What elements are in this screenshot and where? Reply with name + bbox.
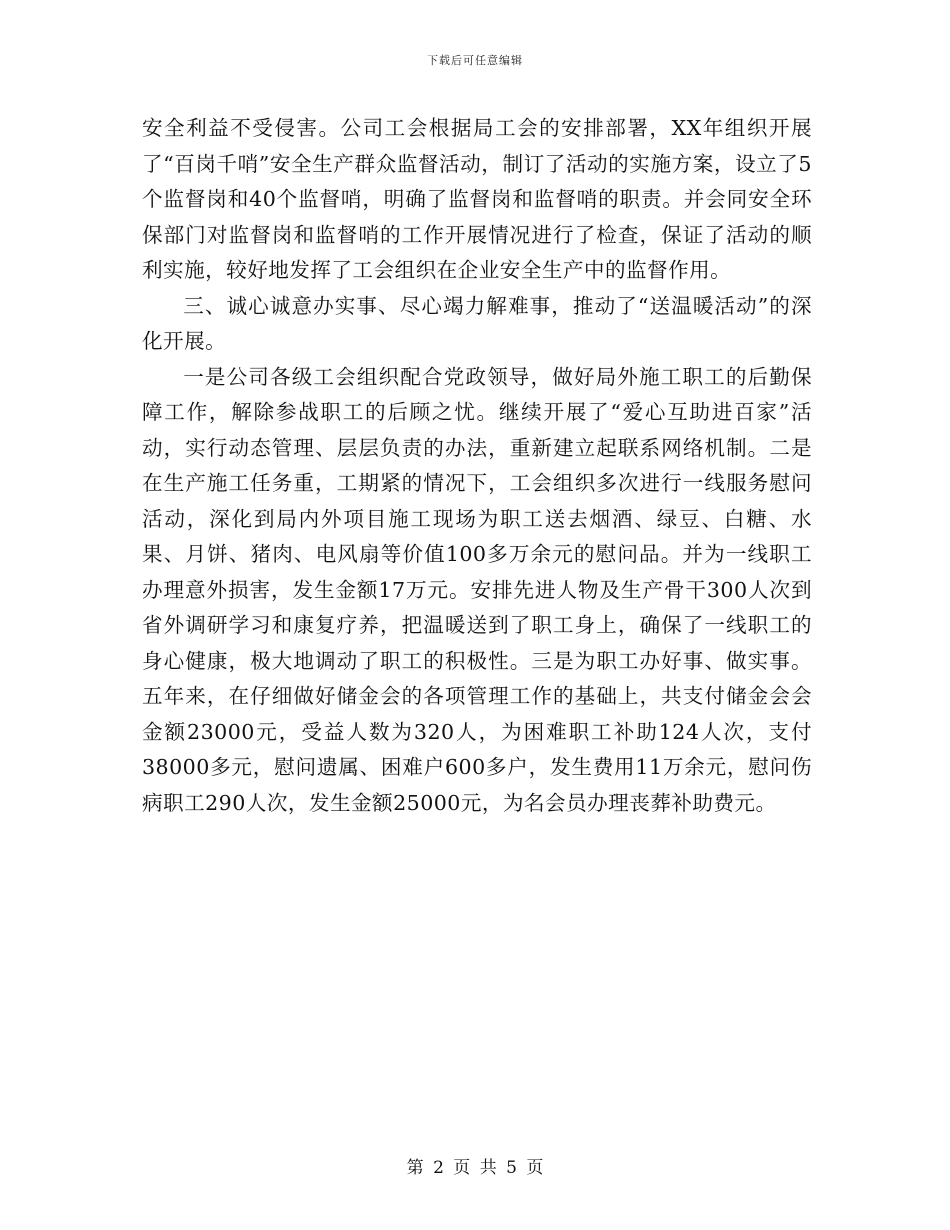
page-header: 下载后可任意编辑	[427, 54, 523, 67]
paragraph-1: 安全利益不受侵害。公司工会根据局工会的安排部署，XX年组织开展了“百岗千哨”安全生产群众监督活动，制订了活动的实施方案，设立了5个监督岗和40个监督哨，明确了监督岗和监督哨的职责。并会同安全环保部门对监督岗和监督哨的工作开展情况进行了检查，保证了活动的顺利实施，较好地发挥了工会组织在企业安全生产中的监督作用。	[142, 116, 812, 282]
document-body	[142, 111, 812, 821]
paragraph-2-section-heading: 三、诚心诚意办实事、尽心竭力解难事，推动了“送温暖活动”的深化开展。	[142, 293, 812, 353]
paragraph-3: 一是公司各级工会组织配合党政领导，做好局外施工职工的后勤保障工作，解除参战职工的后顾之忧。继续开展了“爱心互助进百家”活动，实行动态管理、层层负责的办法，重新建立起联系网络机制。二是在生产施工任务重，工期紧的情况下，工会组织多次进行一线服务慰问活动，深化到局内外项目施工现场为职工送去烟酒、绿豆、白糖、水果、月饼、猪肉、电风扇等价值100多万余元的慰问品。并为一线职工办理意外损害，发生金额17万元。安排先进人物及生产骨干300人次到省外调研学习和康复疗养，把温暖送到了职工身上，确保了一线职工的身心健康，极大地调动了职工的积极性。三是为职工办好事、做实事。五年来，在仔细做好储金会的各项管理工作的基础上，共支付储金会会金额23000元，受益人数为320人，为困难职工补助124人次，支付38000多元，慰问遗属、困难户600多户，发生费用11万余元，慰问伤病职工290人次，发生金额25000元，为名会员办理丧葬补助费元。	[142, 364, 812, 815]
page-footer: 第 2 页 共 5 页	[406, 1158, 544, 1178]
